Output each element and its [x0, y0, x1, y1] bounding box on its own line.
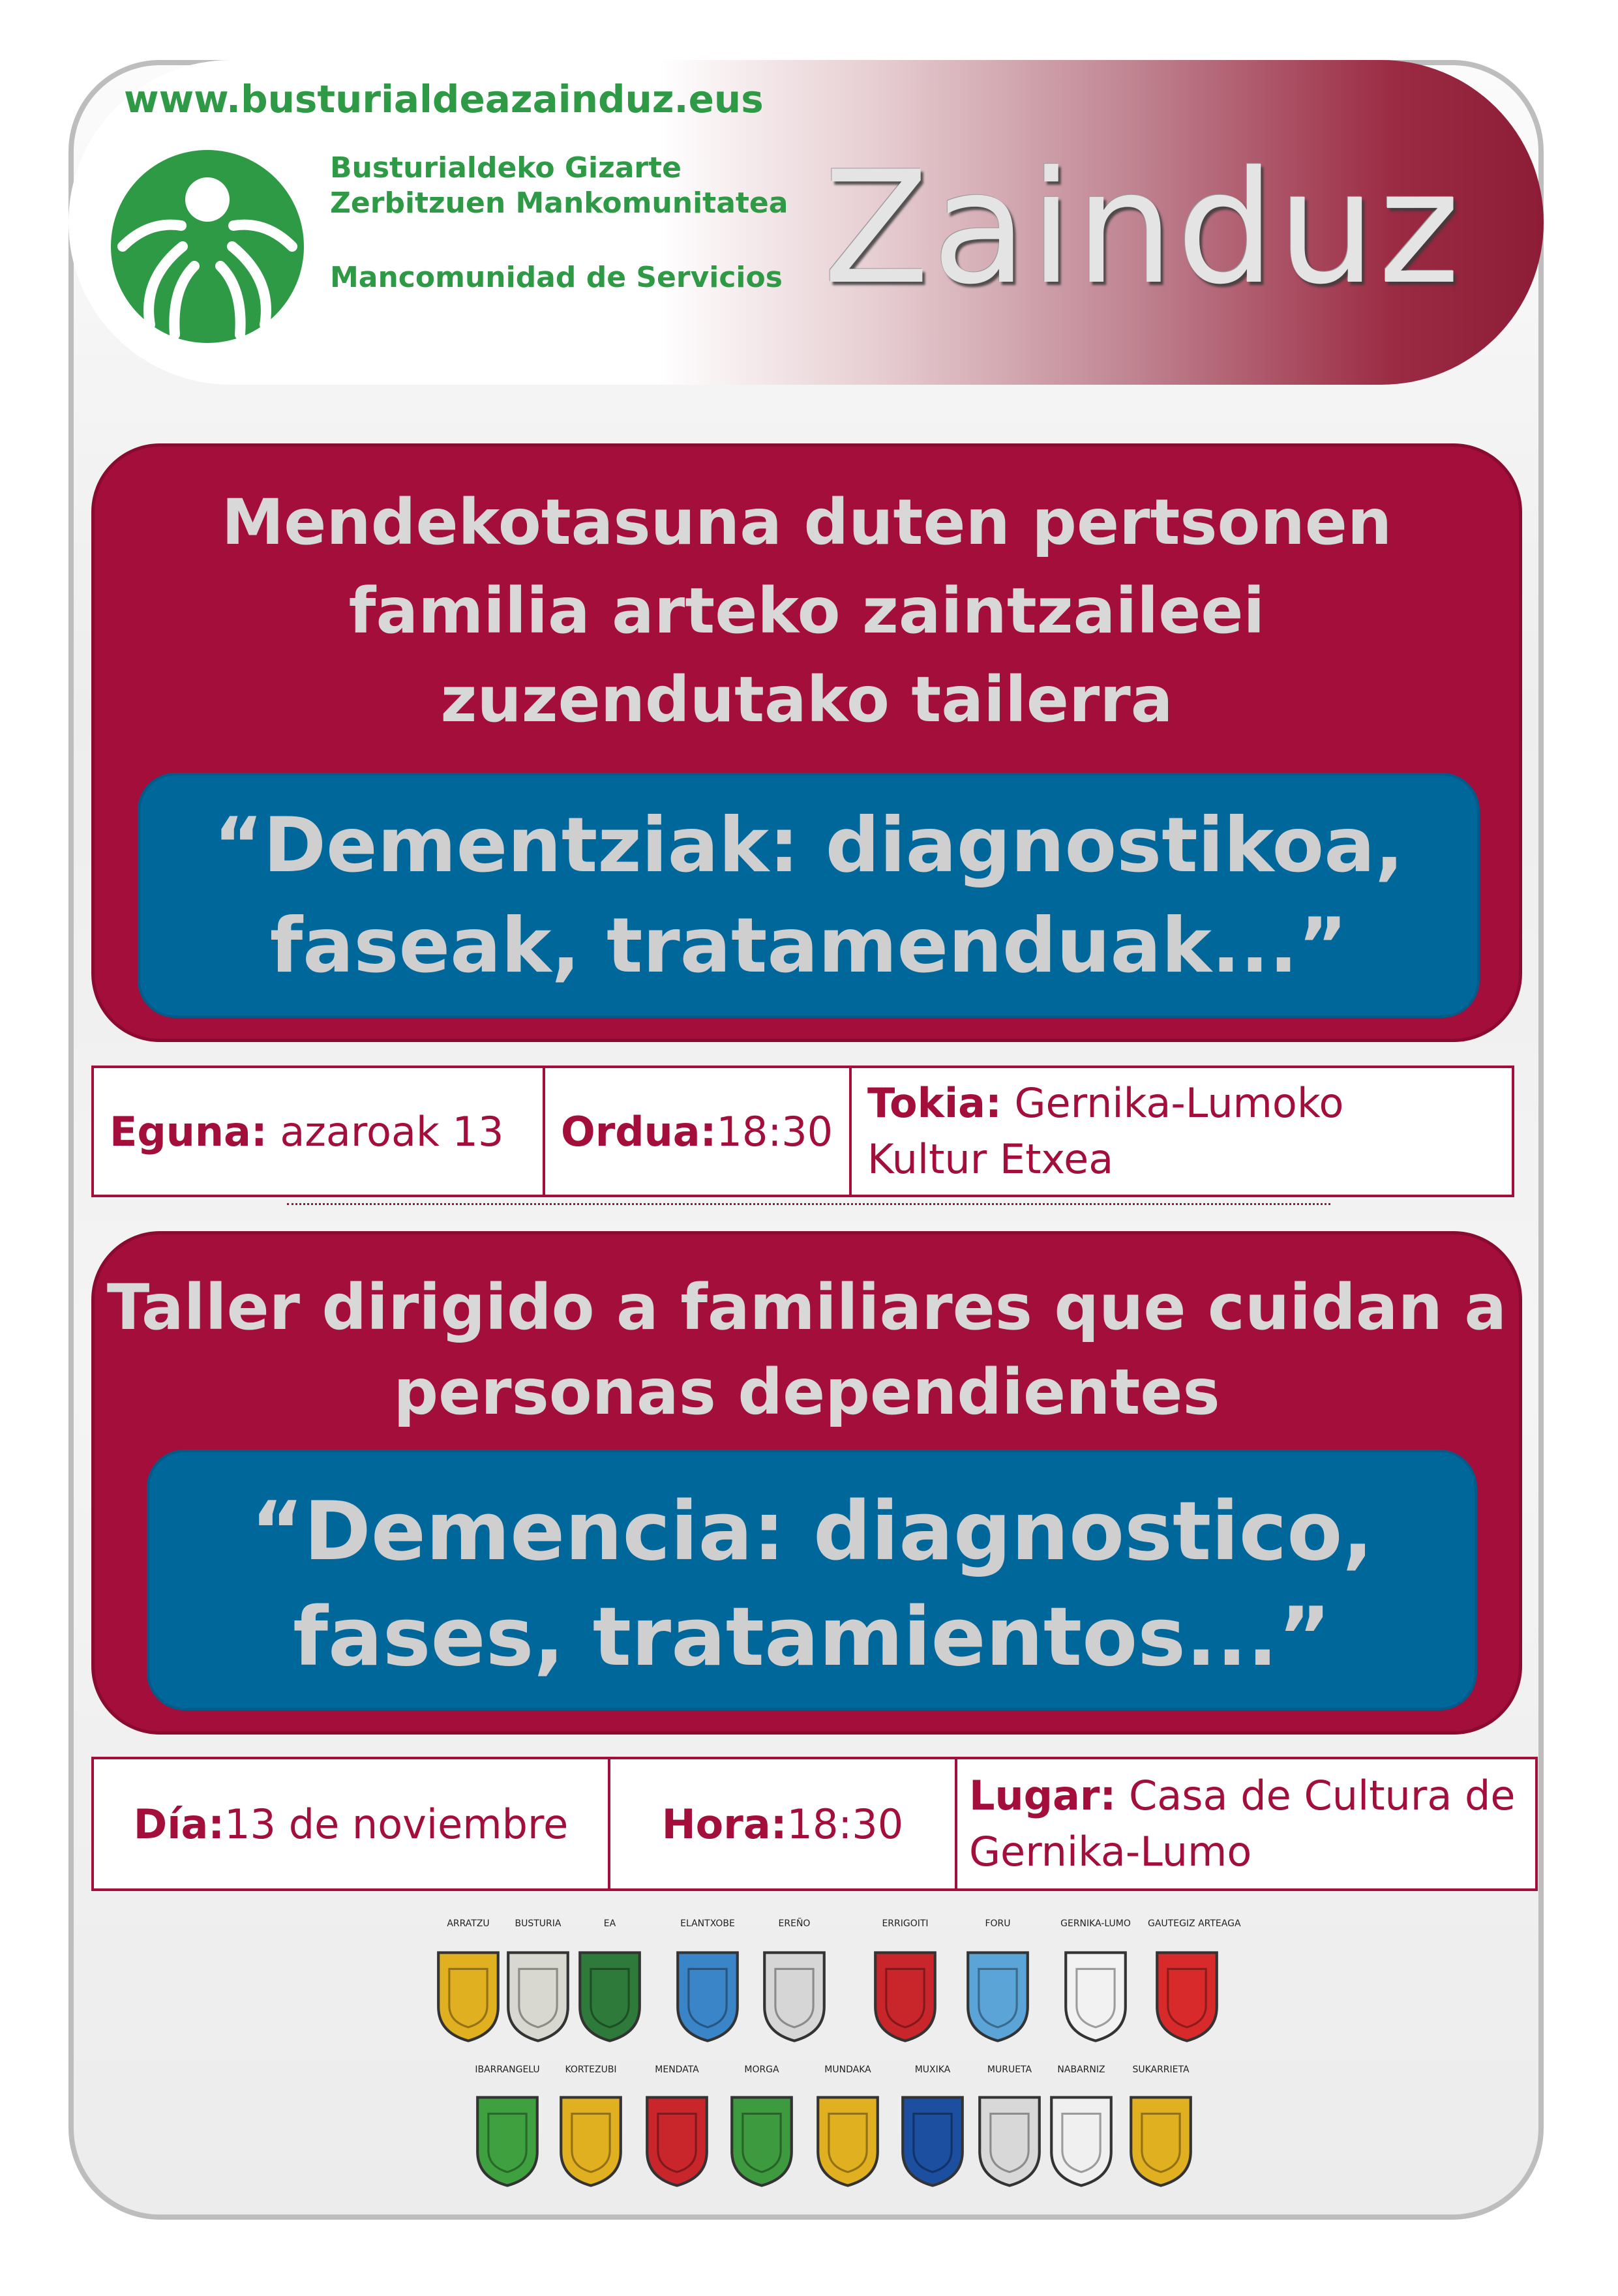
- municipality-shield-icon: [557, 2092, 625, 2190]
- municipality-shield-icon: [1062, 1947, 1130, 2045]
- municipality-shield-icon: [1153, 1947, 1221, 2045]
- spanish-event-box: [91, 1231, 1522, 1735]
- municipality-shield-icon: [643, 2092, 711, 2190]
- municipality-shield-icon: [760, 1947, 828, 2045]
- municipality-shield-icon: [1047, 2092, 1115, 2190]
- section-separator: [287, 1203, 1330, 1205]
- spanish-day-cell: [94, 1759, 610, 1888]
- basque-place-value-1: Gernika-Lumoko: [1001, 1079, 1344, 1127]
- basque-place-value-2: Kultur Etxea: [867, 1135, 1114, 1183]
- basque-quote-box: [138, 773, 1480, 1018]
- municipality-label: MUNDAKA: [824, 2065, 871, 2075]
- spanish-time-value: 18:30: [787, 1800, 904, 1848]
- basque-time-value: 18:30: [716, 1107, 833, 1155]
- website-url[interactable]: www.busturialdeazainduz.eus: [124, 77, 764, 121]
- municipality-label: EREÑO: [778, 1918, 811, 1929]
- municipality-shield-icon: [674, 1947, 742, 2045]
- spanish-place-cell: [957, 1759, 1535, 1888]
- basque-quote-line-1: “Dementziak: diagnostikoa,: [213, 801, 1404, 889]
- people-circle-logo-icon: [110, 149, 305, 344]
- municipality-label: ARRATZU: [447, 1918, 490, 1929]
- municipality-label: EA: [603, 1918, 616, 1929]
- municipality-shield-icon: [728, 2092, 796, 2190]
- basque-place-label: Tokia:: [867, 1079, 1002, 1127]
- municipality-label: MUXIKA: [914, 2065, 951, 2075]
- municipality-shield-icon: [814, 2092, 882, 2190]
- spanish-quote-line-2: fases, tratamientos...”: [293, 1590, 1331, 1684]
- municipality-label: MORGA: [744, 2065, 779, 2075]
- basque-day-label: Eguna:: [110, 1107, 267, 1155]
- municipality-label: FORU: [985, 1918, 1011, 1929]
- basque-event-box: [91, 443, 1522, 1042]
- basque-day-value: azaroak 13: [267, 1107, 504, 1155]
- municipality-label: ELANTXOBE: [680, 1918, 735, 1929]
- basque-info-table: [91, 1066, 1514, 1197]
- basque-title-line-2: familia arteko zaintzaileei: [348, 574, 1265, 648]
- basque-title-line-3: zuzendutako tailerra: [440, 663, 1173, 736]
- municipality-label: NABARNIZ: [1057, 2065, 1105, 2075]
- municipality-shield-icon: [1127, 2092, 1195, 2190]
- municipality-shield-icon: [473, 2092, 541, 2190]
- spanish-time-cell: [610, 1759, 957, 1888]
- spanish-title-line-2: personas dependientes: [393, 1356, 1220, 1429]
- basque-quote-line-2: faseak, tratamenduak...”: [269, 902, 1348, 990]
- municipality-label: BUSTURIA: [515, 1918, 562, 1929]
- basque-title-line-1: Mendekotasuna duten pertsonen: [221, 486, 1392, 559]
- spanish-place-value-2: Gernika-Lumo: [969, 1828, 1252, 1875]
- spanish-title-line-1: Taller dirigido a familiares que cuidan a: [106, 1271, 1507, 1344]
- basque-place-cell: [852, 1068, 1512, 1195]
- spanish-quote-line-1: “Demencia: diagnostico,: [250, 1485, 1373, 1579]
- org-name-line-3: Mancomunidad de Servicios: [330, 261, 783, 294]
- spanish-time-label: Hora:: [661, 1800, 787, 1848]
- municipality-shield-icon: [871, 1947, 939, 2045]
- basque-day-cell: [94, 1068, 545, 1195]
- spanish-day-value: 13 de noviembre: [224, 1800, 569, 1848]
- spanish-quote-box: [147, 1450, 1477, 1710]
- municipality-label: MENDATA: [655, 2065, 699, 2075]
- municipality-label: GAUTEGIZ ARTEAGA: [1148, 1918, 1241, 1929]
- municipality-shield-icon: [576, 1947, 644, 2045]
- municipality-label: KORTEZUBI: [565, 2065, 617, 2075]
- municipality-label: IBARRANGELU: [475, 2065, 540, 2075]
- org-name-line-1: Busturialdeko Gizarte: [330, 151, 682, 185]
- municipality-label: SUKARRIETA: [1132, 2065, 1190, 2075]
- municipality-shield-icon: [504, 1947, 572, 2045]
- municipality-label: MURUETA: [987, 2065, 1032, 2075]
- spanish-place-value-1: Casa de Cultura de: [1116, 1772, 1516, 1819]
- municipality-label: GERNIKA-LUMO: [1060, 1918, 1131, 1929]
- municipality-shield-icon: [976, 2092, 1043, 2190]
- municipality-label: ERRIGOITI: [882, 1918, 929, 1929]
- municipality-shield-icon: [434, 1947, 502, 2045]
- spanish-info-table: [91, 1757, 1538, 1891]
- basque-time-cell: [545, 1068, 852, 1195]
- org-name-line-2: Zerbitzuen Mankomunitatea: [330, 186, 788, 220]
- municipality-shield-icon: [964, 1947, 1032, 2045]
- spanish-place-label: Lugar:: [969, 1772, 1116, 1819]
- basque-time-label: Ordua:: [561, 1107, 717, 1155]
- spanish-day-label: Día:: [133, 1800, 225, 1848]
- municipality-shield-icon: [899, 2092, 966, 2190]
- brand-title: Zainduz: [823, 138, 1463, 319]
